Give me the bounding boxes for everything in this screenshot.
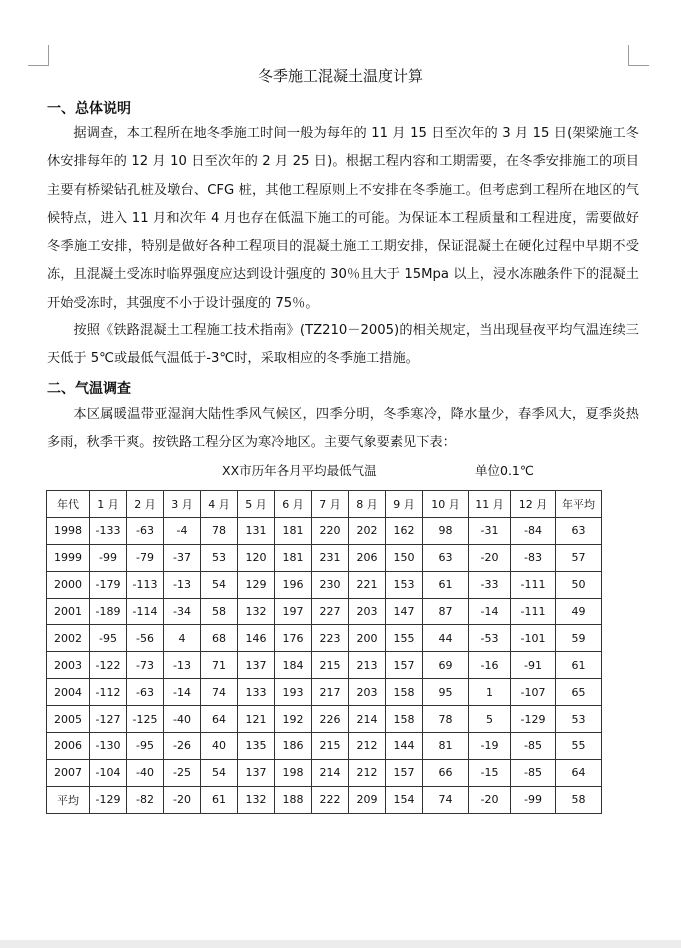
section-heading-overview: 一、总体说明 (47, 101, 131, 117)
temperature-cell: 158 (386, 679, 423, 706)
temperature-cell: -127 (90, 706, 127, 733)
temperature-cell: -15 (469, 759, 511, 786)
temperature-cell: -129 (90, 786, 127, 813)
temperature-cell: 203 (349, 598, 386, 625)
temperature-cell: 50 (556, 571, 602, 598)
temperature-cell: 155 (386, 625, 423, 652)
temperature-cell: 120 (238, 544, 275, 571)
temperature-cell: 64 (556, 759, 602, 786)
row-label-cell: 2000 (47, 571, 90, 598)
row-label-cell: 2006 (47, 733, 90, 760)
temperature-cell: -99 (90, 544, 127, 571)
temperature-cell: 64 (201, 706, 238, 733)
temperature-cell: 49 (556, 598, 602, 625)
temperature-cell: 61 (556, 652, 602, 679)
temperature-cell: -101 (511, 625, 556, 652)
row-label-cell: 平均 (47, 786, 90, 813)
temperature-cell: 40 (201, 733, 238, 760)
table-row (47, 733, 602, 760)
temperature-cell: 5 (469, 706, 511, 733)
column-header: 10 月 (423, 491, 469, 518)
temperature-cell: 54 (201, 759, 238, 786)
temperature-cell: -114 (127, 598, 164, 625)
temperature-cell: 222 (312, 786, 349, 813)
paragraph-climate-description: 本区属暖温带亚湿润大陆性季风气候区，四季分明，冬季寒冷，降水量少，春季风大，夏季炎热多雨，秋季干爽。按铁路工程分区为寒冷地区。主要气象要素见下表： (47, 407, 639, 451)
temperature-cell: -16 (469, 652, 511, 679)
row-label-cell: 2005 (47, 706, 90, 733)
table-header-row (47, 491, 602, 518)
column-header: 6 月 (275, 491, 312, 518)
table-row (47, 759, 602, 786)
column-header: 1 月 (90, 491, 127, 518)
temperature-cell: 212 (349, 759, 386, 786)
temperature-cell: 181 (275, 517, 312, 544)
temperature-cell: -129 (511, 706, 556, 733)
temperature-cell: 59 (556, 625, 602, 652)
temperature-cell: -99 (511, 786, 556, 813)
temperature-cell: 212 (349, 733, 386, 760)
temperature-cell: -63 (127, 679, 164, 706)
temperature-cell: 198 (275, 759, 312, 786)
temperature-cell: 153 (386, 571, 423, 598)
temperature-cell: 61 (201, 786, 238, 813)
temperature-cell: -111 (511, 571, 556, 598)
temperature-cell: 215 (312, 733, 349, 760)
section-heading-climate: 二、气温调查 (47, 381, 131, 397)
temperature-cell: 58 (556, 786, 602, 813)
temperature-cell: 58 (201, 598, 238, 625)
temperature-cell: 131 (238, 517, 275, 544)
temperature-cell: 231 (312, 544, 349, 571)
temperature-cell: -125 (127, 706, 164, 733)
temperature-cell: -20 (469, 786, 511, 813)
temperature-cell: 227 (312, 598, 349, 625)
temperature-cell: -40 (127, 759, 164, 786)
row-label-cell: 2003 (47, 652, 90, 679)
temperature-cell: 220 (312, 517, 349, 544)
column-header: 年平均 (556, 491, 602, 518)
row-label-cell: 2001 (47, 598, 90, 625)
table-row (47, 652, 602, 679)
temperature-cell: 74 (423, 786, 469, 813)
temperature-cell: -19 (469, 733, 511, 760)
temperature-cell: 68 (201, 625, 238, 652)
temperature-cell: -37 (164, 544, 201, 571)
temperature-cell: -33 (469, 571, 511, 598)
temperature-cell: 147 (386, 598, 423, 625)
temperature-cell: 223 (312, 625, 349, 652)
temperature-cell: 81 (423, 733, 469, 760)
temperature-cell: 95 (423, 679, 469, 706)
temperature-cell: 132 (238, 598, 275, 625)
temperature-cell: -40 (164, 706, 201, 733)
column-header: 2 月 (127, 491, 164, 518)
temperature-cell: -111 (511, 598, 556, 625)
temperature-cell: -53 (469, 625, 511, 652)
table-row (47, 571, 602, 598)
temperature-cell: -63 (127, 517, 164, 544)
temperature-cell: -104 (90, 759, 127, 786)
temperature-cell: 184 (275, 652, 312, 679)
temperature-cell: 193 (275, 679, 312, 706)
table-row (47, 786, 602, 813)
table-row (47, 598, 602, 625)
temperature-cell: 132 (238, 786, 275, 813)
page-bottom-edge (0, 940, 681, 948)
table-row (47, 706, 602, 733)
row-label-cell: 1998 (47, 517, 90, 544)
column-header: 5 月 (238, 491, 275, 518)
temperature-cell: -84 (511, 517, 556, 544)
column-header: 4 月 (201, 491, 238, 518)
table-row (47, 544, 602, 571)
temperature-cell: 202 (349, 517, 386, 544)
temperature-cell: 203 (349, 679, 386, 706)
temperature-cell: -107 (511, 679, 556, 706)
page-corner-mark-left (28, 45, 49, 66)
temperature-cell: 213 (349, 652, 386, 679)
row-label-cell: 2007 (47, 759, 90, 786)
temperature-cell: 78 (423, 706, 469, 733)
table-body (47, 517, 602, 813)
column-header: 9 月 (386, 491, 423, 518)
temperature-cell: -25 (164, 759, 201, 786)
temperature-cell: 133 (238, 679, 275, 706)
document-title: 冬季施工混凝土温度计算 (257, 67, 423, 85)
paragraph-construction-period: 据调查，本工程所在地冬季施工时间一般为每年的 11 月 15 日至次年的 3 月 15 日(架梁施工冬休安排每年的 12 月 10 日至次年的 2 月 25 日)。根据工程内容和工期需要，在冬季安排施工的项目主要有桥梁钻孔桩及墩台、CFG 桩，其他工程原则上不安排在冬季施工。但考虑到工程所在地区的气候特点，进入 11 月和次年 4 月也存在低温下施工的可能。为保证本工程质量和工程进度，需要做好冬季施工安排，特别是做好各种工程项目的混凝土施工工期安排，保证混凝土在硬化过程中早期不受冻，且混凝土受冻时临界强度应达到设计强度的 30％且大于 15Mpa 以上，浸水冻融条件下的混凝土开始受冻时，其强度不小于设计强度的 75％。 (47, 126, 639, 311)
temperature-cell: 66 (423, 759, 469, 786)
temperature-cell: 63 (556, 517, 602, 544)
temperature-cell: 150 (386, 544, 423, 571)
temperature-cell: 87 (423, 598, 469, 625)
temperature-cell: -85 (511, 733, 556, 760)
temperature-cell: -13 (164, 571, 201, 598)
temperature-cell: 215 (312, 652, 349, 679)
temperature-cell: -13 (164, 652, 201, 679)
temperature-cell: 157 (386, 759, 423, 786)
table-row (47, 517, 602, 544)
temperature-cell: -31 (469, 517, 511, 544)
temperature-cell: 157 (386, 652, 423, 679)
temperature-cell: 121 (238, 706, 275, 733)
temperature-cell: -20 (164, 786, 201, 813)
temperature-cell: 192 (275, 706, 312, 733)
temperature-cell: 135 (238, 733, 275, 760)
temperature-cell: 186 (275, 733, 312, 760)
temperature-cell: 54 (201, 571, 238, 598)
page-corner-mark-right (628, 45, 649, 66)
temperature-cell: 74 (201, 679, 238, 706)
temperature-cell: 221 (349, 571, 386, 598)
row-label-cell: 1999 (47, 544, 90, 571)
paragraph-code-reference: 按照《铁路混凝土工程施工技术指南》(TZ210－2005)的相关规定，当出现昼夜平均气温连续三天低于 5℃或最低气温低于-3℃时，采取相应的冬季施工措施。 (47, 323, 639, 367)
temperature-cell: 137 (238, 759, 275, 786)
temperature-cell: 63 (423, 544, 469, 571)
temperature-table (46, 490, 602, 814)
temperature-cell: 200 (349, 625, 386, 652)
temperature-cell: 65 (556, 679, 602, 706)
table-row (47, 679, 602, 706)
temperature-cell: -26 (164, 733, 201, 760)
temperature-cell: 137 (238, 652, 275, 679)
temperature-cell: 78 (201, 517, 238, 544)
temperature-cell: -95 (127, 733, 164, 760)
temperature-cell: -122 (90, 652, 127, 679)
column-header: 8 月 (349, 491, 386, 518)
temperature-cell: 1 (469, 679, 511, 706)
temperature-cell: -82 (127, 786, 164, 813)
temperature-cell: -14 (469, 598, 511, 625)
temperature-cell: -130 (90, 733, 127, 760)
row-label-cell: 2002 (47, 625, 90, 652)
temperature-cell: -56 (127, 625, 164, 652)
table-row (47, 625, 602, 652)
temperature-cell: -85 (511, 759, 556, 786)
temperature-cell: 158 (386, 706, 423, 733)
temperature-cell: -189 (90, 598, 127, 625)
table-title: XX市历年各月平均最低气温 (222, 463, 377, 478)
temperature-cell: 181 (275, 544, 312, 571)
column-header: 3 月 (164, 491, 201, 518)
temperature-cell: 98 (423, 517, 469, 544)
temperature-cell: 188 (275, 786, 312, 813)
column-header: 11 月 (469, 491, 511, 518)
temperature-cell: -112 (90, 679, 127, 706)
temperature-cell: -20 (469, 544, 511, 571)
temperature-cell: 44 (423, 625, 469, 652)
temperature-cell: -4 (164, 517, 201, 544)
temperature-cell: 71 (201, 652, 238, 679)
column-header: 年代 (47, 491, 90, 518)
temperature-cell: -79 (127, 544, 164, 571)
temperature-cell: 4 (164, 625, 201, 652)
temperature-cell: 197 (275, 598, 312, 625)
temperature-cell: 154 (386, 786, 423, 813)
temperature-cell: -91 (511, 652, 556, 679)
column-header: 12 月 (511, 491, 556, 518)
temperature-cell: 176 (275, 625, 312, 652)
temperature-cell: -179 (90, 571, 127, 598)
temperature-cell: 144 (386, 733, 423, 760)
table-unit: 单位0.1℃ (475, 463, 534, 478)
temperature-cell: 55 (556, 733, 602, 760)
temperature-cell: 230 (312, 571, 349, 598)
temperature-cell: 53 (556, 706, 602, 733)
temperature-cell: 53 (201, 544, 238, 571)
temperature-cell: 217 (312, 679, 349, 706)
temperature-cell: -95 (90, 625, 127, 652)
temperature-cell: 214 (349, 706, 386, 733)
temperature-cell: 61 (423, 571, 469, 598)
temperature-cell: 209 (349, 786, 386, 813)
temperature-cell: 196 (275, 571, 312, 598)
temperature-cell: -34 (164, 598, 201, 625)
temperature-cell: -113 (127, 571, 164, 598)
temperature-cell: 146 (238, 625, 275, 652)
temperature-cell: 129 (238, 571, 275, 598)
temperature-cell: -133 (90, 517, 127, 544)
temperature-cell: -83 (511, 544, 556, 571)
temperature-cell: 162 (386, 517, 423, 544)
temperature-cell: -14 (164, 679, 201, 706)
row-label-cell: 2004 (47, 679, 90, 706)
temperature-cell: 69 (423, 652, 469, 679)
temperature-cell: 214 (312, 759, 349, 786)
temperature-cell: -73 (127, 652, 164, 679)
column-header: 7 月 (312, 491, 349, 518)
temperature-cell: 226 (312, 706, 349, 733)
temperature-cell: 206 (349, 544, 386, 571)
temperature-cell: 57 (556, 544, 602, 571)
